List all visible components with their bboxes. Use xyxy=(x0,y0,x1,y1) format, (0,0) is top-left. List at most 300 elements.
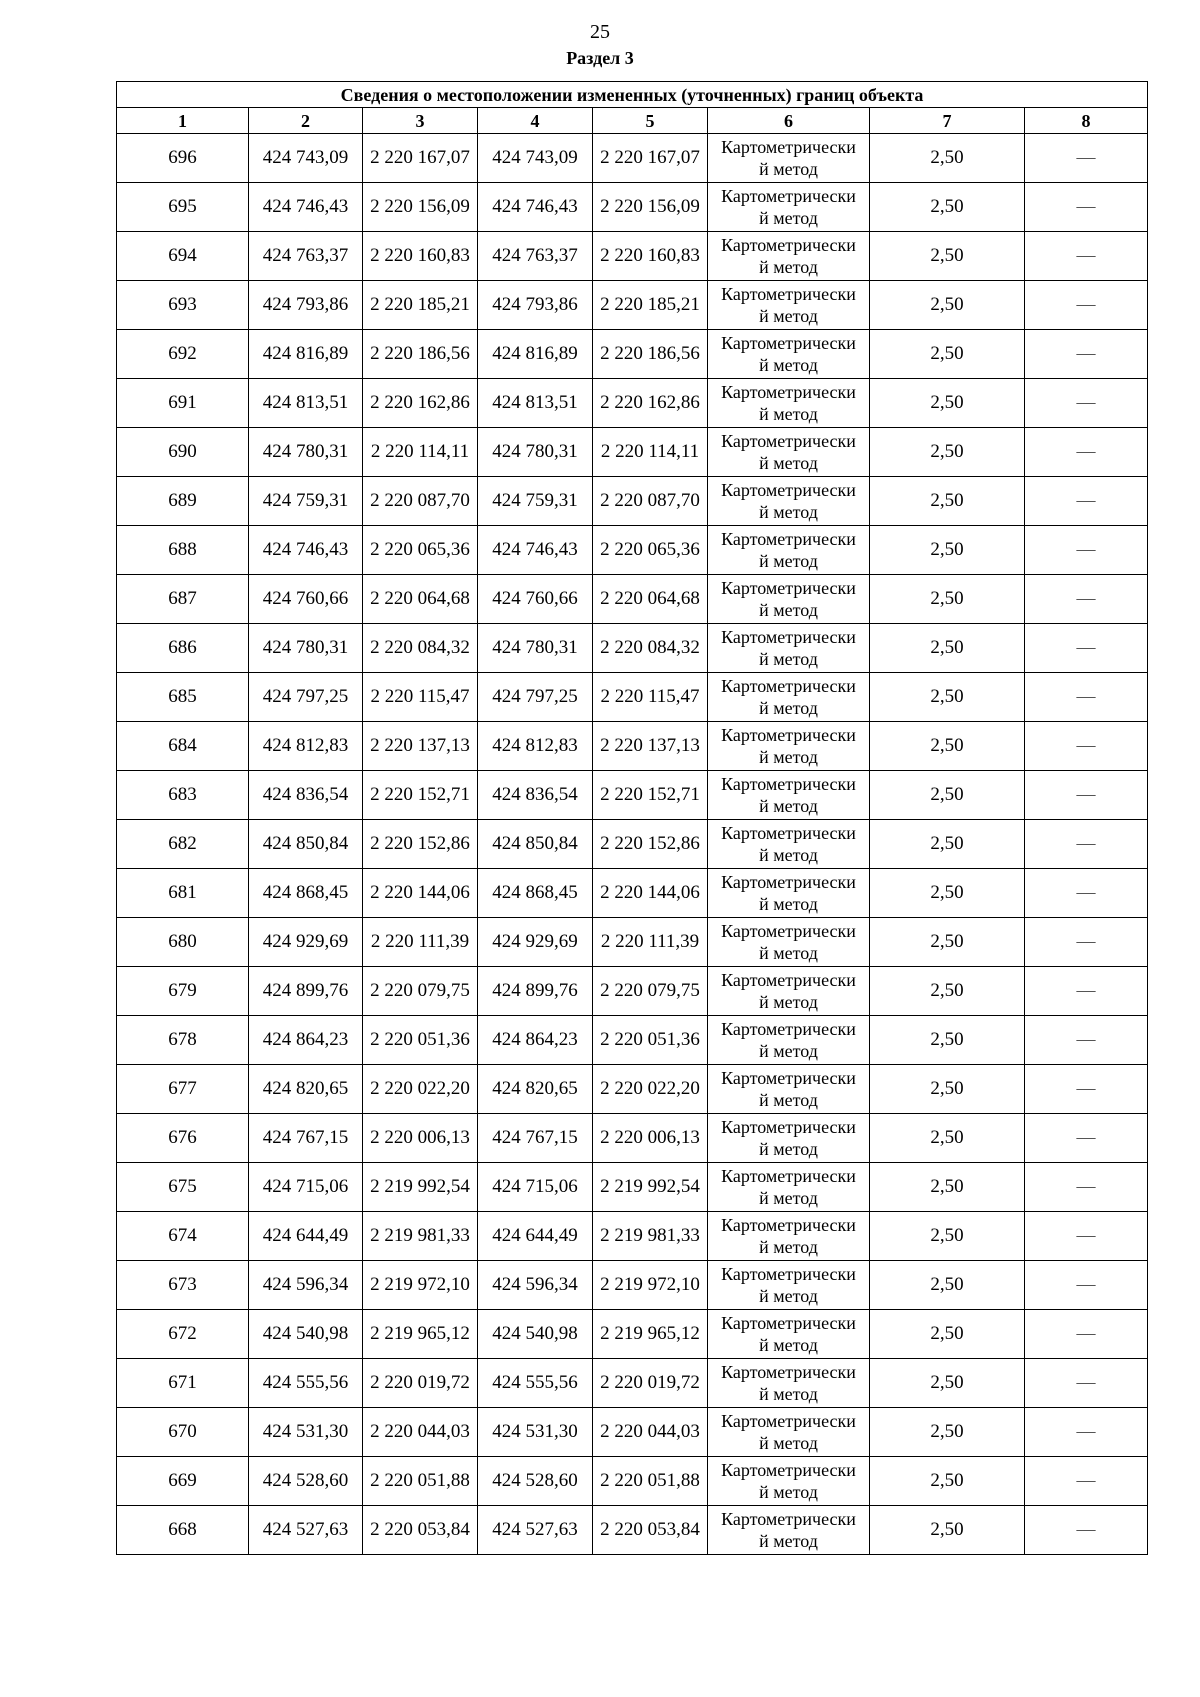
table-row xyxy=(117,820,1148,869)
y-old-cell: 2 220 152,86 xyxy=(363,820,478,869)
y-old-cell: 2 220 167,07 xyxy=(363,134,478,183)
table-row xyxy=(117,1114,1148,1163)
table-row xyxy=(117,379,1148,428)
y-old-cell: 2 220 053,84 xyxy=(363,1506,478,1555)
method-line-2: й метод xyxy=(759,943,818,963)
y-old-cell: 2 220 022,20 xyxy=(363,1065,478,1114)
column-number: 8 xyxy=(1025,108,1148,134)
method-cell xyxy=(708,1163,870,1212)
x-new-cell: 424 820,65 xyxy=(478,1065,593,1114)
table-row xyxy=(117,1065,1148,1114)
accuracy-cell: 2,50 xyxy=(870,1506,1025,1555)
empty-mark-cell: — xyxy=(1025,1408,1148,1457)
point-number-cell: 678 xyxy=(117,1016,249,1065)
point-number-cell: 695 xyxy=(117,183,249,232)
method-line-1: Картометрически xyxy=(721,823,856,843)
x-old-cell: 424 715,06 xyxy=(249,1163,363,1212)
empty-mark-cell: — xyxy=(1025,575,1148,624)
method-line-1: Картометрически xyxy=(721,627,856,647)
x-new-cell: 424 743,09 xyxy=(478,134,593,183)
table-row xyxy=(117,232,1148,281)
accuracy-cell: 2,50 xyxy=(870,722,1025,771)
y-old-cell: 2 220 156,09 xyxy=(363,183,478,232)
y-new-cell: 2 220 160,83 xyxy=(593,232,708,281)
table-row xyxy=(117,1310,1148,1359)
method-cell xyxy=(708,820,870,869)
method-line-2: й метод xyxy=(759,1041,818,1061)
method-cell xyxy=(708,869,870,918)
method-cell xyxy=(708,281,870,330)
y-new-cell: 2 220 084,32 xyxy=(593,624,708,673)
y-old-cell: 2 220 064,68 xyxy=(363,575,478,624)
column-number: 2 xyxy=(249,108,363,134)
x-new-cell: 424 759,31 xyxy=(478,477,593,526)
empty-mark-cell: — xyxy=(1025,379,1148,428)
point-number-cell: 679 xyxy=(117,967,249,1016)
method-cell xyxy=(708,428,870,477)
method-line-2: й метод xyxy=(759,1286,818,1306)
x-new-cell: 424 527,63 xyxy=(478,1506,593,1555)
y-old-cell: 2 220 186,56 xyxy=(363,330,478,379)
x-new-cell: 424 816,89 xyxy=(478,330,593,379)
method-line-2: й метод xyxy=(759,1384,818,1404)
table-row xyxy=(117,918,1148,967)
method-cell xyxy=(708,624,870,673)
method-line-1: Картометрически xyxy=(721,921,856,941)
x-new-cell: 424 864,23 xyxy=(478,1016,593,1065)
method-line-1: Картометрически xyxy=(721,1460,856,1480)
point-number-cell: 682 xyxy=(117,820,249,869)
empty-mark-cell: — xyxy=(1025,1506,1148,1555)
x-new-cell: 424 746,43 xyxy=(478,526,593,575)
y-new-cell: 2 220 051,88 xyxy=(593,1457,708,1506)
point-number-cell: 673 xyxy=(117,1261,249,1310)
y-new-cell: 2 220 185,21 xyxy=(593,281,708,330)
y-old-cell: 2 220 051,36 xyxy=(363,1016,478,1065)
method-cell xyxy=(708,1310,870,1359)
x-new-cell: 424 836,54 xyxy=(478,771,593,820)
method-line-2: й метод xyxy=(759,747,818,767)
x-old-cell: 424 816,89 xyxy=(249,330,363,379)
y-old-cell: 2 219 981,33 xyxy=(363,1212,478,1261)
point-number-cell: 688 xyxy=(117,526,249,575)
x-new-cell: 424 793,86 xyxy=(478,281,593,330)
method-line-1: Картометрически xyxy=(721,1313,856,1333)
x-new-cell: 424 812,83 xyxy=(478,722,593,771)
method-cell xyxy=(708,722,870,771)
x-old-cell: 424 797,25 xyxy=(249,673,363,722)
point-number-cell: 681 xyxy=(117,869,249,918)
accuracy-cell: 2,50 xyxy=(870,967,1025,1016)
x-old-cell: 424 780,31 xyxy=(249,624,363,673)
method-line-1: Картометрически xyxy=(721,235,856,255)
x-old-cell: 424 596,34 xyxy=(249,1261,363,1310)
point-number-cell: 670 xyxy=(117,1408,249,1457)
table-row xyxy=(117,1016,1148,1065)
x-old-cell: 424 812,83 xyxy=(249,722,363,771)
x-new-cell: 424 715,06 xyxy=(478,1163,593,1212)
accuracy-cell: 2,50 xyxy=(870,1212,1025,1261)
x-old-cell: 424 760,66 xyxy=(249,575,363,624)
y-new-cell: 2 220 006,13 xyxy=(593,1114,708,1163)
table-row xyxy=(117,526,1148,575)
empty-mark-cell: — xyxy=(1025,1114,1148,1163)
method-line-2: й метод xyxy=(759,1531,818,1551)
accuracy-cell: 2,50 xyxy=(870,526,1025,575)
y-old-cell: 2 220 152,71 xyxy=(363,771,478,820)
method-line-1: Картометрически xyxy=(721,1068,856,1088)
point-number-cell: 683 xyxy=(117,771,249,820)
accuracy-cell: 2,50 xyxy=(870,1016,1025,1065)
method-line-1: Картометрически xyxy=(721,333,856,353)
accuracy-cell: 2,50 xyxy=(870,918,1025,967)
column-number-row xyxy=(117,108,1148,134)
accuracy-cell: 2,50 xyxy=(870,428,1025,477)
empty-mark-cell: — xyxy=(1025,428,1148,477)
empty-mark-cell: — xyxy=(1025,967,1148,1016)
table-row xyxy=(117,722,1148,771)
column-number: 5 xyxy=(593,108,708,134)
method-line-2: й метод xyxy=(759,1090,818,1110)
empty-mark-cell: — xyxy=(1025,1065,1148,1114)
accuracy-cell: 2,50 xyxy=(870,1310,1025,1359)
y-old-cell: 2 219 992,54 xyxy=(363,1163,478,1212)
y-new-cell: 2 219 992,54 xyxy=(593,1163,708,1212)
y-new-cell: 2 220 156,09 xyxy=(593,183,708,232)
empty-mark-cell: — xyxy=(1025,1359,1148,1408)
x-new-cell: 424 929,69 xyxy=(478,918,593,967)
x-old-cell: 424 555,56 xyxy=(249,1359,363,1408)
y-new-cell: 2 220 111,39 xyxy=(593,918,708,967)
y-new-cell: 2 220 144,06 xyxy=(593,869,708,918)
table-row xyxy=(117,428,1148,477)
method-line-1: Картометрически xyxy=(721,774,856,794)
method-cell xyxy=(708,477,870,526)
table-row xyxy=(117,1212,1148,1261)
accuracy-cell: 2,50 xyxy=(870,379,1025,428)
method-cell xyxy=(708,771,870,820)
x-new-cell: 424 763,37 xyxy=(478,232,593,281)
method-cell xyxy=(708,1016,870,1065)
method-cell xyxy=(708,1506,870,1555)
x-new-cell: 424 528,60 xyxy=(478,1457,593,1506)
method-cell xyxy=(708,134,870,183)
point-number-cell: 669 xyxy=(117,1457,249,1506)
point-number-cell: 692 xyxy=(117,330,249,379)
method-line-1: Картометрически xyxy=(721,382,856,402)
method-line-1: Картометрически xyxy=(721,1215,856,1235)
table-body xyxy=(117,134,1148,1555)
method-cell xyxy=(708,1212,870,1261)
accuracy-cell: 2,50 xyxy=(870,1359,1025,1408)
method-line-2: й метод xyxy=(759,992,818,1012)
x-old-cell: 424 929,69 xyxy=(249,918,363,967)
method-line-2: й метод xyxy=(759,502,818,522)
x-new-cell: 424 813,51 xyxy=(478,379,593,428)
accuracy-cell: 2,50 xyxy=(870,281,1025,330)
y-new-cell: 2 220 051,36 xyxy=(593,1016,708,1065)
empty-mark-cell: — xyxy=(1025,183,1148,232)
method-line-2: й метод xyxy=(759,208,818,228)
y-old-cell: 2 220 051,88 xyxy=(363,1457,478,1506)
accuracy-cell: 2,50 xyxy=(870,575,1025,624)
method-line-2: й метод xyxy=(759,1237,818,1257)
boundary-coordinates-table xyxy=(116,81,1148,1555)
point-number-cell: 671 xyxy=(117,1359,249,1408)
x-new-cell: 424 746,43 xyxy=(478,183,593,232)
empty-mark-cell: — xyxy=(1025,1457,1148,1506)
method-line-2: й метод xyxy=(759,355,818,375)
table-row xyxy=(117,673,1148,722)
y-new-cell: 2 220 162,86 xyxy=(593,379,708,428)
point-number-cell: 684 xyxy=(117,722,249,771)
point-number-cell: 696 xyxy=(117,134,249,183)
x-old-cell: 424 527,63 xyxy=(249,1506,363,1555)
method-line-1: Картометрически xyxy=(721,1117,856,1137)
method-line-2: й метод xyxy=(759,698,818,718)
point-number-cell: 674 xyxy=(117,1212,249,1261)
y-old-cell: 2 220 114,11 xyxy=(363,428,478,477)
method-line-2: й метод xyxy=(759,894,818,914)
empty-mark-cell: — xyxy=(1025,869,1148,918)
method-cell xyxy=(708,1065,870,1114)
y-old-cell: 2 220 160,83 xyxy=(363,232,478,281)
x-new-cell: 424 760,66 xyxy=(478,575,593,624)
x-new-cell: 424 850,84 xyxy=(478,820,593,869)
method-line-1: Картометрически xyxy=(721,725,856,745)
x-new-cell: 424 868,45 xyxy=(478,869,593,918)
y-new-cell: 2 220 167,07 xyxy=(593,134,708,183)
method-line-1: Картометрически xyxy=(721,284,856,304)
empty-mark-cell: — xyxy=(1025,820,1148,869)
accuracy-cell: 2,50 xyxy=(870,477,1025,526)
y-new-cell: 2 220 152,86 xyxy=(593,820,708,869)
point-number-cell: 676 xyxy=(117,1114,249,1163)
method-line-2: й метод xyxy=(759,649,818,669)
accuracy-cell: 2,50 xyxy=(870,673,1025,722)
y-new-cell: 2 220 115,47 xyxy=(593,673,708,722)
y-old-cell: 2 220 065,36 xyxy=(363,526,478,575)
table-row xyxy=(117,967,1148,1016)
accuracy-cell: 2,50 xyxy=(870,330,1025,379)
y-old-cell: 2 219 965,12 xyxy=(363,1310,478,1359)
accuracy-cell: 2,50 xyxy=(870,820,1025,869)
method-line-1: Картометрически xyxy=(721,186,856,206)
method-line-1: Картометрически xyxy=(721,1411,856,1431)
y-new-cell: 2 219 965,12 xyxy=(593,1310,708,1359)
point-number-cell: 672 xyxy=(117,1310,249,1359)
empty-mark-cell: — xyxy=(1025,624,1148,673)
y-old-cell: 2 220 006,13 xyxy=(363,1114,478,1163)
method-line-1: Картометрически xyxy=(721,431,856,451)
method-line-2: й метод xyxy=(759,845,818,865)
table-row xyxy=(117,1163,1148,1212)
accuracy-cell: 2,50 xyxy=(870,134,1025,183)
method-cell xyxy=(708,575,870,624)
x-old-cell: 424 836,54 xyxy=(249,771,363,820)
x-new-cell: 424 797,25 xyxy=(478,673,593,722)
empty-mark-cell: — xyxy=(1025,722,1148,771)
table-row xyxy=(117,1261,1148,1310)
x-new-cell: 424 531,30 xyxy=(478,1408,593,1457)
y-new-cell: 2 220 087,70 xyxy=(593,477,708,526)
method-line-2: й метод xyxy=(759,257,818,277)
table-row xyxy=(117,1359,1148,1408)
table-row xyxy=(117,624,1148,673)
x-old-cell: 424 528,60 xyxy=(249,1457,363,1506)
x-old-cell: 424 540,98 xyxy=(249,1310,363,1359)
column-number: 3 xyxy=(363,108,478,134)
x-old-cell: 424 746,43 xyxy=(249,526,363,575)
table-row xyxy=(117,477,1148,526)
x-old-cell: 424 746,43 xyxy=(249,183,363,232)
y-new-cell: 2 220 152,71 xyxy=(593,771,708,820)
y-new-cell: 2 219 972,10 xyxy=(593,1261,708,1310)
empty-mark-cell: — xyxy=(1025,1310,1148,1359)
method-line-2: й метод xyxy=(759,1433,818,1453)
empty-mark-cell: — xyxy=(1025,673,1148,722)
x-new-cell: 424 780,31 xyxy=(478,624,593,673)
method-cell xyxy=(708,967,870,1016)
point-number-cell: 677 xyxy=(117,1065,249,1114)
empty-mark-cell: — xyxy=(1025,1212,1148,1261)
column-number: 4 xyxy=(478,108,593,134)
method-line-2: й метод xyxy=(759,551,818,571)
point-number-cell: 689 xyxy=(117,477,249,526)
table-row xyxy=(117,1506,1148,1555)
y-new-cell: 2 220 186,56 xyxy=(593,330,708,379)
table-row xyxy=(117,281,1148,330)
x-old-cell: 424 743,09 xyxy=(249,134,363,183)
x-old-cell: 424 868,45 xyxy=(249,869,363,918)
method-cell xyxy=(708,1457,870,1506)
x-old-cell: 424 767,15 xyxy=(249,1114,363,1163)
page-number: 25 xyxy=(590,21,610,43)
x-old-cell: 424 864,23 xyxy=(249,1016,363,1065)
point-number-cell: 694 xyxy=(117,232,249,281)
accuracy-cell: 2,50 xyxy=(870,232,1025,281)
empty-mark-cell: — xyxy=(1025,771,1148,820)
x-old-cell: 424 899,76 xyxy=(249,967,363,1016)
method-line-1: Картометрически xyxy=(721,872,856,892)
accuracy-cell: 2,50 xyxy=(870,1114,1025,1163)
empty-mark-cell: — xyxy=(1025,1163,1148,1212)
x-old-cell: 424 644,49 xyxy=(249,1212,363,1261)
y-old-cell: 2 220 087,70 xyxy=(363,477,478,526)
method-line-2: й метод xyxy=(759,453,818,473)
y-old-cell: 2 220 044,03 xyxy=(363,1408,478,1457)
y-old-cell: 2 220 137,13 xyxy=(363,722,478,771)
section-title: Раздел 3 xyxy=(566,48,634,68)
method-line-2: й метод xyxy=(759,1188,818,1208)
y-new-cell: 2 220 065,36 xyxy=(593,526,708,575)
y-new-cell: 2 220 019,72 xyxy=(593,1359,708,1408)
method-cell xyxy=(708,330,870,379)
method-cell xyxy=(708,379,870,428)
table-row xyxy=(117,1457,1148,1506)
table-row xyxy=(117,771,1148,820)
empty-mark-cell: — xyxy=(1025,1261,1148,1310)
table-row xyxy=(117,1408,1148,1457)
method-line-2: й метод xyxy=(759,404,818,424)
x-new-cell: 424 540,98 xyxy=(478,1310,593,1359)
method-line-1: Картометрически xyxy=(721,1509,856,1529)
accuracy-cell: 2,50 xyxy=(870,771,1025,820)
x-new-cell: 424 899,76 xyxy=(478,967,593,1016)
y-old-cell: 2 220 084,32 xyxy=(363,624,478,673)
accuracy-cell: 2,50 xyxy=(870,1163,1025,1212)
empty-mark-cell: — xyxy=(1025,1016,1148,1065)
empty-mark-cell: — xyxy=(1025,918,1148,967)
y-new-cell: 2 220 137,13 xyxy=(593,722,708,771)
method-line-1: Картометрически xyxy=(721,480,856,500)
point-number-cell: 675 xyxy=(117,1163,249,1212)
accuracy-cell: 2,50 xyxy=(870,183,1025,232)
y-new-cell: 2 219 981,33 xyxy=(593,1212,708,1261)
y-new-cell: 2 220 022,20 xyxy=(593,1065,708,1114)
table-row xyxy=(117,330,1148,379)
point-number-cell: 690 xyxy=(117,428,249,477)
y-old-cell: 2 219 972,10 xyxy=(363,1261,478,1310)
table-row xyxy=(117,575,1148,624)
x-old-cell: 424 793,86 xyxy=(249,281,363,330)
method-cell xyxy=(708,673,870,722)
empty-mark-cell: — xyxy=(1025,330,1148,379)
method-line-2: й метод xyxy=(759,1335,818,1355)
method-line-1: Картометрически xyxy=(721,578,856,598)
x-new-cell: 424 596,34 xyxy=(478,1261,593,1310)
method-line-1: Картометрически xyxy=(721,529,856,549)
method-cell xyxy=(708,1114,870,1163)
empty-mark-cell: — xyxy=(1025,232,1148,281)
point-number-cell: 686 xyxy=(117,624,249,673)
method-cell xyxy=(708,1261,870,1310)
x-old-cell: 424 850,84 xyxy=(249,820,363,869)
method-line-2: й метод xyxy=(759,306,818,326)
x-old-cell: 424 820,65 xyxy=(249,1065,363,1114)
method-line-1: Картометрически xyxy=(721,1166,856,1186)
y-new-cell: 2 220 044,03 xyxy=(593,1408,708,1457)
y-old-cell: 2 220 144,06 xyxy=(363,869,478,918)
table-row xyxy=(117,869,1148,918)
method-line-1: Картометрически xyxy=(721,970,856,990)
method-cell xyxy=(708,232,870,281)
method-line-2: й метод xyxy=(759,796,818,816)
y-old-cell: 2 220 115,47 xyxy=(363,673,478,722)
method-cell xyxy=(708,526,870,575)
method-line-2: й метод xyxy=(759,1482,818,1502)
method-line-2: й метод xyxy=(759,1139,818,1159)
empty-mark-cell: — xyxy=(1025,281,1148,330)
method-cell xyxy=(708,1359,870,1408)
y-new-cell: 2 220 114,11 xyxy=(593,428,708,477)
empty-mark-cell: — xyxy=(1025,526,1148,575)
x-new-cell: 424 767,15 xyxy=(478,1114,593,1163)
method-line-2: й метод xyxy=(759,159,818,179)
accuracy-cell: 2,50 xyxy=(870,1457,1025,1506)
y-new-cell: 2 220 079,75 xyxy=(593,967,708,1016)
column-number: 7 xyxy=(870,108,1025,134)
x-old-cell: 424 780,31 xyxy=(249,428,363,477)
point-number-cell: 687 xyxy=(117,575,249,624)
method-line-1: Картометрически xyxy=(721,676,856,696)
empty-mark-cell: — xyxy=(1025,134,1148,183)
table-caption: Сведения о местоположении измененных (уточненных) границ объекта xyxy=(117,82,1148,108)
point-number-cell: 668 xyxy=(117,1506,249,1555)
y-old-cell: 2 220 162,86 xyxy=(363,379,478,428)
method-line-2: й метод xyxy=(759,600,818,620)
table-row xyxy=(117,134,1148,183)
